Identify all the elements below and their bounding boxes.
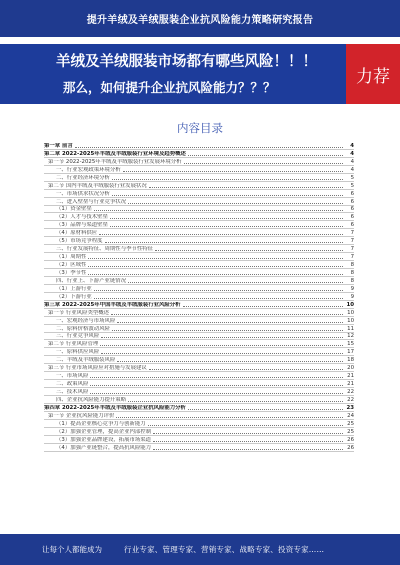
toc-leader-dots <box>148 425 343 426</box>
toc-entry[interactable] <box>44 325 354 333</box>
toc-leader-dots <box>110 226 343 227</box>
toc-entry-label: （1）周期性 <box>56 254 87 261</box>
toc-entry-page: 11 <box>347 325 354 332</box>
toc-entry-page: 22 <box>347 396 354 403</box>
toc-leader-dots <box>101 337 343 338</box>
toc-entry-label: 第二节 国内羊绒及羊绒服装行业发展状况 <box>48 182 147 189</box>
toc-entry-page: 7 <box>350 254 354 261</box>
toc-entry[interactable] <box>44 253 354 261</box>
toc-entry[interactable] <box>44 190 354 198</box>
toc-entry[interactable] <box>44 404 354 412</box>
toc-entry-label: （4）加强产业链整合，提高抗风险能力 <box>56 444 152 451</box>
toc-entry-page: 6 <box>350 190 354 197</box>
toc-entry[interactable] <box>44 293 354 301</box>
toc-entry-page: 9 <box>350 293 354 300</box>
toc-leader-dots <box>149 187 343 188</box>
toc-entry-label: 一、宏观经济与市场风险 <box>56 317 116 324</box>
toc-leader-dots <box>112 179 343 180</box>
toc-entry[interactable] <box>44 182 354 190</box>
toc-leader-dots <box>153 449 343 450</box>
toc-title: 内容目录 <box>177 121 223 135</box>
footer-tagline: 让每个人都能成为 <box>42 545 102 554</box>
toc-entry-label: 二、行业经济环境分析 <box>56 174 110 181</box>
toc-entry[interactable] <box>44 309 354 317</box>
toc-entry[interactable] <box>44 444 354 452</box>
toc-entry-label: （2）下游行业 <box>56 293 92 300</box>
toc-entry-label: 三、行业发展特征、周期性与季节性特征 <box>56 246 154 253</box>
banner-subheadline: 那么，如何提升企业抗风险能力？？？ <box>63 80 276 95</box>
toc-entry-label: 三、技术风险 <box>56 389 89 395</box>
toc-entry-label: （5）市场竞争程度 <box>56 238 103 245</box>
toc-leader-dots <box>155 250 343 251</box>
toc-entry-page: 26 <box>347 444 354 451</box>
toc-entry-page: 26 <box>347 436 354 443</box>
toc-entry[interactable] <box>44 221 354 229</box>
table-of-contents <box>44 142 354 452</box>
toc-entry[interactable] <box>44 245 354 253</box>
toc-entry-page: 6 <box>350 206 354 213</box>
toc-entry-page: 12 <box>347 333 354 340</box>
toc-entry-label: 二、羊绒及羊绒服装风险 <box>56 357 116 364</box>
toc-entry-label: 二、进入壁垒与行业竞争状况 <box>56 198 127 205</box>
toc-entry-label: 第四章 2022-2025年羊绒及羊绒服装企业抗风险能力分析 <box>44 404 186 411</box>
toc-entry-page: 5 <box>350 174 354 181</box>
toc-entry-label: （3）加强企业品牌建设，拓展市场渠道 <box>56 436 152 443</box>
toc-entry[interactable] <box>44 213 354 221</box>
toc-entry-page: 9 <box>350 285 354 292</box>
toc-entry[interactable] <box>44 285 354 293</box>
toc-entry-label: 第三节 行业市场风险应对措施与发展建议 <box>48 365 147 372</box>
toc-entry[interactable] <box>44 229 354 237</box>
toc-leader-dots <box>88 266 343 267</box>
toc-leader-dots <box>184 163 343 164</box>
toc-leader-dots <box>90 393 343 394</box>
toc-entry-label: 二、政策风险 <box>56 381 89 388</box>
toc-leader-dots <box>128 401 343 402</box>
toc-entry[interactable] <box>44 269 354 277</box>
toc-entry-page: 21 <box>347 373 354 380</box>
toc-entry-label: 第一节 行业风险类型概述 <box>48 309 110 316</box>
toc-leader-dots <box>94 290 343 291</box>
toc-leader-dots <box>88 258 343 259</box>
toc-entry[interactable] <box>44 412 354 420</box>
toc-entry-label: 第二章 2022-2025年羊绒及羊绒服装行业环境及趋势概述 <box>44 150 186 157</box>
toc-entry[interactable] <box>44 428 354 436</box>
toc-entry-page: 4 <box>350 142 354 149</box>
toc-entry[interactable] <box>44 301 354 309</box>
toc-entry[interactable] <box>44 388 354 396</box>
toc-entry[interactable] <box>44 317 354 325</box>
toc-entry-label: （4）原材料供应 <box>56 230 98 237</box>
toc-entry-label: 三、行业竞争风险 <box>56 333 100 340</box>
toc-entry-page: 8 <box>350 277 354 284</box>
toc-entry-label: 二、原料价格波动风险 <box>56 325 110 332</box>
toc-leader-dots <box>149 369 343 370</box>
toc-entry[interactable] <box>44 198 354 206</box>
toc-entry-page: 6 <box>350 222 354 229</box>
toc-entry-label: （1）上游行业 <box>56 285 92 292</box>
toc-leader-dots <box>153 433 343 434</box>
toc-entry-page: 20 <box>347 365 354 372</box>
toc-leader-dots <box>94 298 343 299</box>
toc-entry[interactable] <box>44 340 354 348</box>
toc-leader-dots <box>111 314 343 315</box>
toc-entry-label: （1）提高企业核心竞争力与创新能力 <box>56 420 146 427</box>
toc-entry-page: 15 <box>347 341 354 348</box>
toc-leader-dots <box>128 203 343 204</box>
toc-leader-dots <box>188 155 343 156</box>
toc-entry-label: 第三章 2022-2025年中国羊绒及羊绒服装行业风险分析 <box>44 301 181 308</box>
report-title: 提升羊绒及羊绒服装企业抗风险能力策略研究报告 <box>86 15 314 26</box>
toc-entry[interactable] <box>44 380 354 388</box>
toc-entry-label: 四、行业上、下游产业链情况 <box>56 277 127 284</box>
toc-leader-dots <box>75 147 343 148</box>
toc-entry-page: 6 <box>350 198 354 205</box>
toc-leader-dots <box>110 218 343 219</box>
toc-entry-label: （2）加强企业管理，提高企业内部控制 <box>56 428 152 435</box>
toc-entry-page: 10 <box>347 317 354 324</box>
footer-bar <box>0 534 400 565</box>
toc-entry-page: 4 <box>350 166 354 173</box>
toc-entry-label: 第一节 企业抗风险能力评价 <box>48 412 115 419</box>
toc-entry[interactable] <box>44 277 354 285</box>
toc-entry-page: 6 <box>350 214 354 221</box>
toc-entry[interactable] <box>44 237 354 245</box>
toc-entry-label: （2）区域性 <box>56 262 87 268</box>
toc-leader-dots <box>128 282 343 283</box>
toc-entry[interactable] <box>44 364 354 372</box>
toc-leader-dots <box>100 345 343 346</box>
toc-entry-page: 10 <box>346 301 354 308</box>
toc-leader-dots <box>105 242 343 243</box>
toc-leader-dots <box>188 409 343 410</box>
toc-leader-dots <box>99 234 343 235</box>
toc-entry-page: 21 <box>347 381 354 388</box>
toc-entry-label: 第二节 行业风险管理 <box>48 341 99 348</box>
toc-entry-page: 17 <box>347 349 354 356</box>
toc-leader-dots <box>116 417 343 418</box>
toc-entry-label: 第一节 2022-2025年羊绒及羊绒服装行业发展环境分析 <box>48 158 182 165</box>
toc-entry[interactable] <box>44 150 354 158</box>
toc-leader-dots <box>123 171 343 172</box>
toc-entry-page: 8 <box>350 269 354 276</box>
toc-entry[interactable] <box>44 261 354 269</box>
toc-entry-page: 4 <box>350 150 354 157</box>
toc-leader-dots <box>112 195 343 196</box>
toc-entry-page: 24 <box>347 412 354 419</box>
toc-entry-label: （3）季节性 <box>56 269 87 276</box>
toc-entry-label: （3）品牌与渠道壁垒 <box>56 222 108 229</box>
toc-entry-label: （1）资金壁垒 <box>56 206 92 213</box>
toc-entry-page: 25 <box>347 428 354 435</box>
toc-entry[interactable] <box>44 420 354 428</box>
toc-entry-page: 5 <box>350 182 354 189</box>
toc-entry-label: 一、原料供应风险 <box>56 349 100 356</box>
banner-headline: 羊绒及羊绒服装市场都有哪些风险！！！ <box>56 54 317 70</box>
toc-entry-page: 25 <box>347 420 354 427</box>
toc-entry-page: 10 <box>347 309 354 316</box>
toc-entry-label: 一、市场供求状况分析 <box>56 190 110 197</box>
toc-entry[interactable] <box>44 356 354 364</box>
toc-leader-dots <box>90 385 343 386</box>
toc-entry-page: 22 <box>347 389 354 395</box>
toc-entry-page: 8 <box>350 262 354 268</box>
toc-leader-dots <box>183 306 343 307</box>
toc-leader-dots <box>153 441 343 442</box>
toc-entry-label: 一、市场风险 <box>56 373 89 380</box>
toc-entry[interactable] <box>44 158 354 166</box>
toc-entry-page: 23 <box>346 404 354 411</box>
toc-entry[interactable] <box>44 206 354 214</box>
toc-leader-dots <box>117 361 343 362</box>
recommend-logo: 力荐 <box>346 44 400 104</box>
toc-leader-dots <box>101 353 343 354</box>
toc-leader-dots <box>88 274 343 275</box>
toc-entry-label: （2）人才与技术壁垒 <box>56 214 108 221</box>
toc-entry[interactable] <box>44 372 354 380</box>
toc-entry-page: 7 <box>350 230 354 237</box>
toc-entry[interactable] <box>44 174 354 182</box>
toc-leader-dots <box>117 322 343 323</box>
toc-entry[interactable] <box>44 348 354 356</box>
toc-entry-page: 18 <box>347 357 354 364</box>
toc-entry-label: 第一章 前言 <box>44 142 73 149</box>
toc-leader-dots <box>112 330 343 331</box>
promo-banner <box>0 44 400 104</box>
toc-entry-page: 4 <box>350 158 354 165</box>
toc-leader-dots <box>94 210 343 211</box>
toc-entry-page: 7 <box>350 238 354 245</box>
toc-entry-label: 四、企业抗风险能力提升策略 <box>56 396 127 403</box>
footer-roles: 行业专家、管理专家、营销专家、战略专家、投资专家…… <box>124 545 325 554</box>
report-header-bar <box>0 0 400 37</box>
toc-entry-label: 一、行业宏观政策环境分析 <box>56 166 121 173</box>
toc-entry[interactable] <box>44 396 354 404</box>
toc-leader-dots <box>90 377 343 378</box>
toc-entry[interactable] <box>44 436 354 444</box>
toc-entry[interactable] <box>44 142 354 150</box>
toc-entry-page: 7 <box>350 246 354 253</box>
toc-entry[interactable] <box>44 333 354 341</box>
toc-entry[interactable] <box>44 166 354 174</box>
